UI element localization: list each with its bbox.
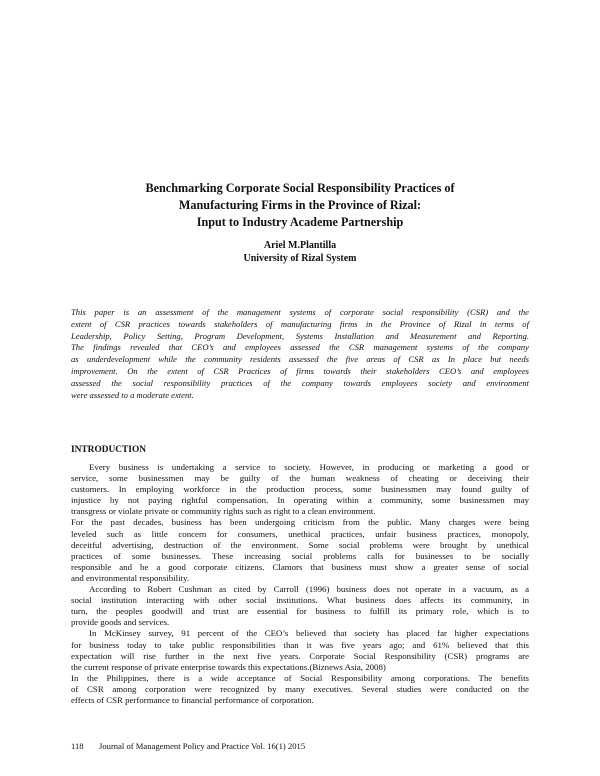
body-line: transgress or violate private or community rights such as right to a clean environment.	[71, 506, 376, 517]
page-footer	[71, 741, 305, 752]
page-number: 118	[71, 741, 84, 751]
body-line: injustice by not paying rightful compensation. In operating within a community, some businessmen may	[71, 495, 529, 506]
body-line: In McKinsey survey, 91 percent of the CEO’s believed that society has placed far higher expectations	[89, 628, 529, 639]
body-line: For the past decades, business has been undergoing criticism from the public. Many charges were being	[71, 517, 529, 528]
body-line: deceitful advertising, destruction of the environment. Some social problems were brought by unethical	[71, 539, 529, 550]
body-line: leveled such as little concern for consumers, unethical practices, unfair business practices, monopoly,	[71, 528, 529, 539]
body-line: According to Robert Cushman as cited by Carroll (1996) business does not operate in a vacuum, as a	[89, 584, 529, 595]
title-line: Input to Industry Academe Partnership	[196, 215, 404, 229]
body-line: effects of CSR performance to financial performance of corporation.	[71, 694, 314, 705]
paper-title	[60, 180, 540, 231]
abstract-line: extent of CSR practices towards stakeholders of manufacturing firms in the Province of Rizal in terms of	[71, 318, 529, 329]
body-text	[71, 462, 529, 706]
body-line: practices of some businesses. These increasing social problems calls for businesses to be socially	[71, 550, 529, 561]
body-line: service, some businessmen may be guilty of the human weakness of cheating or deceiving their	[71, 473, 529, 484]
body-line: customers. In employing workforce in the production process, some businessmen may found guilty of	[71, 484, 529, 495]
body-line: Every business is undertaking a service to society. However, in producing or marketing a good or	[89, 462, 529, 472]
body-line: provide goods and services.	[71, 617, 170, 628]
abstract-line: The findings revealed that CEO’s and employees assessed the CSR management systems of the company	[71, 342, 529, 353]
abstract-line: as underdevelopment while the community residents assessed the five areas of CSR as In place but needs	[71, 354, 529, 365]
author-name: Ariel M.Plantilla	[263, 240, 337, 251]
abstract-line: assessed the social responsibility practices of the company towards employees society and environment	[71, 377, 529, 388]
author-affiliation: University of Rizal System	[243, 253, 357, 264]
body-line: expectation will rise further in the next five years. Corporate Social Responsibility (CSR) programs are	[71, 650, 529, 661]
title-line: Benchmarking Corporate Social Responsibility Practices of	[145, 181, 455, 195]
body-line: the current response of private enterprise towards this expectations.(Biznews Asia, 2008)	[71, 661, 386, 672]
body-line: for business today to take public responsibilities than it was five years ago; and 61% believed that this	[71, 639, 529, 650]
abstract-line: improvement. On the extent of CSR Practices of firms towards their stakeholders CEO’s and employees	[71, 365, 529, 376]
body-line: social institution interacting with other social institutions. What business does affects its community, in	[71, 595, 529, 606]
title-line: Manufacturing Firms in the Province of Rizal:	[178, 198, 422, 212]
abstract-line: This paper is an assessment of the management systems of corporate social responsibility (CSR) and the	[71, 307, 529, 317]
abstract-line: were assessed to a moderate extent.	[71, 389, 194, 400]
body-line: and environmental responsibility.	[71, 572, 190, 583]
section-heading: INTRODUCTION	[71, 445, 147, 455]
author-block	[60, 239, 540, 265]
body-line: responsible and be a good corporate citizens. Clamors that business must show a greater sense of social	[71, 561, 529, 572]
body-line: turn, the peoples goodwill and trust are essential for business to fulfill its primary role, which is to	[71, 606, 529, 617]
journal-citation: Journal of Management Policy and Practice Vol. 16(1) 2015	[99, 741, 306, 751]
abstract	[71, 307, 529, 401]
abstract-line: Leadership, Policy Setting, Program Development, Systems Installation and Measurement and Reporting.	[71, 330, 529, 341]
body-line: of CSR among corporation were recognized by many executives. Several studies were conducted on the	[71, 683, 529, 694]
body-line: In the Philippines, there is a wide acceptance of Social Responsibility among corporations. The benefits	[71, 672, 529, 683]
